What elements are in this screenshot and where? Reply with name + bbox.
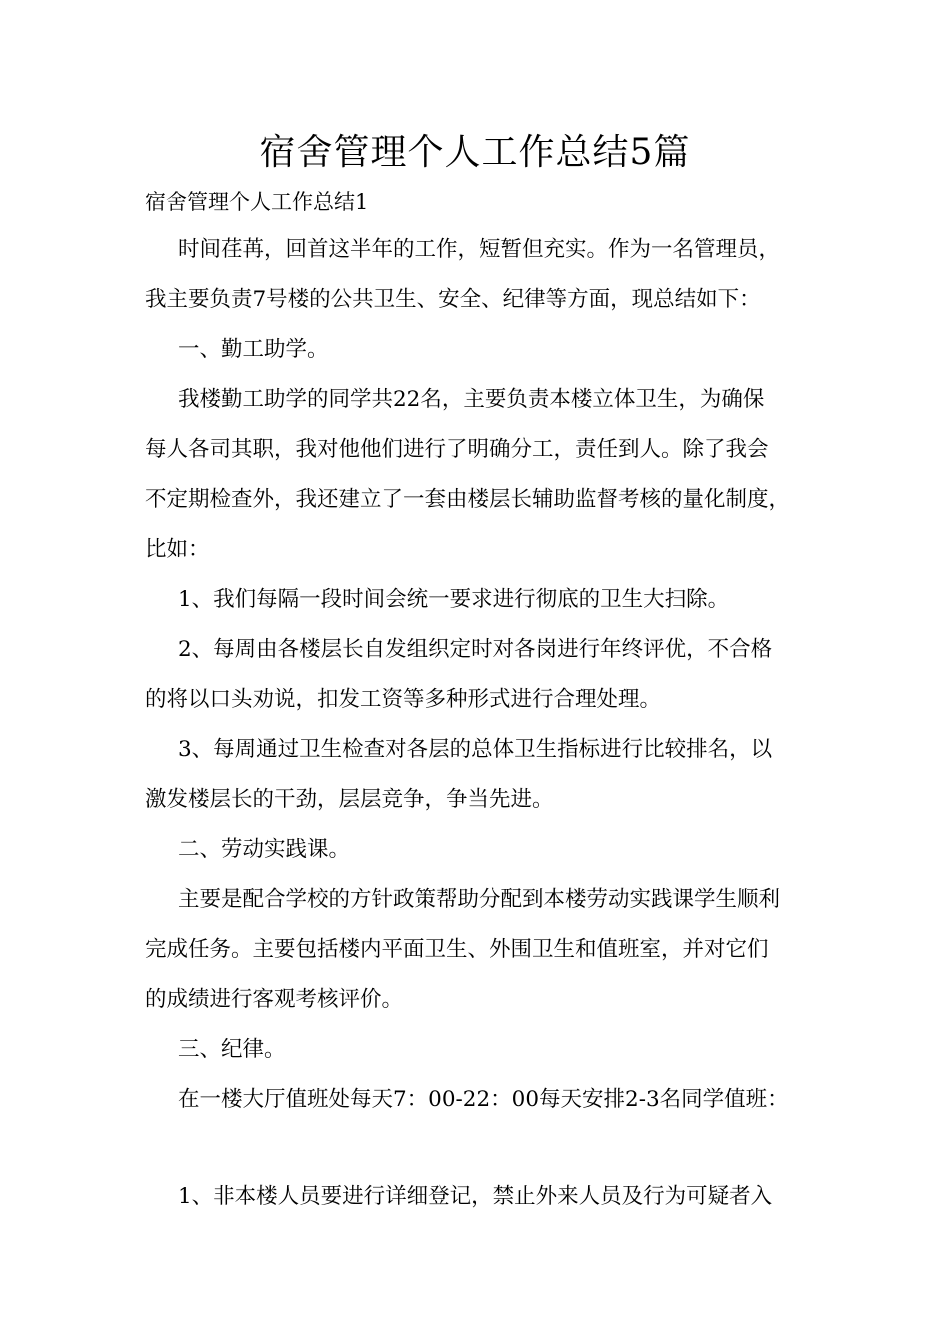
paragraph-line: 的成绩进行客观考核评价。 bbox=[145, 987, 404, 1012]
paragraph-line: 在一楼大厅值班处每天7：00-22：00每天安排2-3名同学值班： bbox=[178, 1087, 789, 1112]
list-item: 1、非本楼人员要进行详细登记，禁止外来人员及行为可疑者入 bbox=[178, 1184, 773, 1209]
paragraph-line: 我楼勤工助学的同学共22名，主要负责本楼立体卫生，为确保 bbox=[178, 387, 765, 412]
paragraph-line: 主要是配合学校的方针政策帮助分配到本楼劳动实践课学生顺利 bbox=[178, 887, 781, 912]
list-item: 3、每周通过卫生检查对各层的总体卫生指标进行比较排名，以 bbox=[178, 737, 773, 762]
paragraph-line: 每人各司其职，我对他他们进行了明确分工，责任到人。除了我会 bbox=[145, 437, 769, 462]
list-item: 2、每周由各楼层长自发组织定时对各岗进行年终评优，不合格 bbox=[178, 637, 773, 662]
paragraph-line: 比如： bbox=[145, 537, 210, 562]
section-heading: 一、勤工助学。 bbox=[178, 337, 329, 362]
paragraph-line: 的将以口头劝说，扣发工资等多种形式进行合理处理。 bbox=[145, 687, 662, 712]
document-title: 宿舍管理个人工作总结5篇 bbox=[259, 132, 691, 173]
section-heading: 二、劳动实践课。 bbox=[178, 837, 351, 862]
paragraph-line: 时间荏苒，回首这半年的工作，短暂但充实。作为一名管理员， bbox=[178, 237, 781, 262]
list-item: 1、我们每隔一段时间会统一要求进行彻底的卫生大扫除。 bbox=[178, 587, 730, 612]
paragraph-line: 不定期检查外，我还建立了一套由楼层长辅助监督考核的量化制度， bbox=[145, 487, 791, 512]
paragraph-line: 激发楼层长的干劲，层层竞争，争当先进。 bbox=[145, 787, 554, 812]
paragraph-line: 我主要负责7号楼的公共卫生、安全、纪律等方面，现总结如下： bbox=[145, 287, 761, 312]
paragraph-line: 完成任务。主要包括楼内平面卫生、外围卫生和值班室，并对它们 bbox=[145, 937, 769, 962]
section-heading: 三、纪律。 bbox=[178, 1037, 286, 1062]
section-subtitle: 宿舍管理个人工作总结1 bbox=[145, 190, 369, 214]
